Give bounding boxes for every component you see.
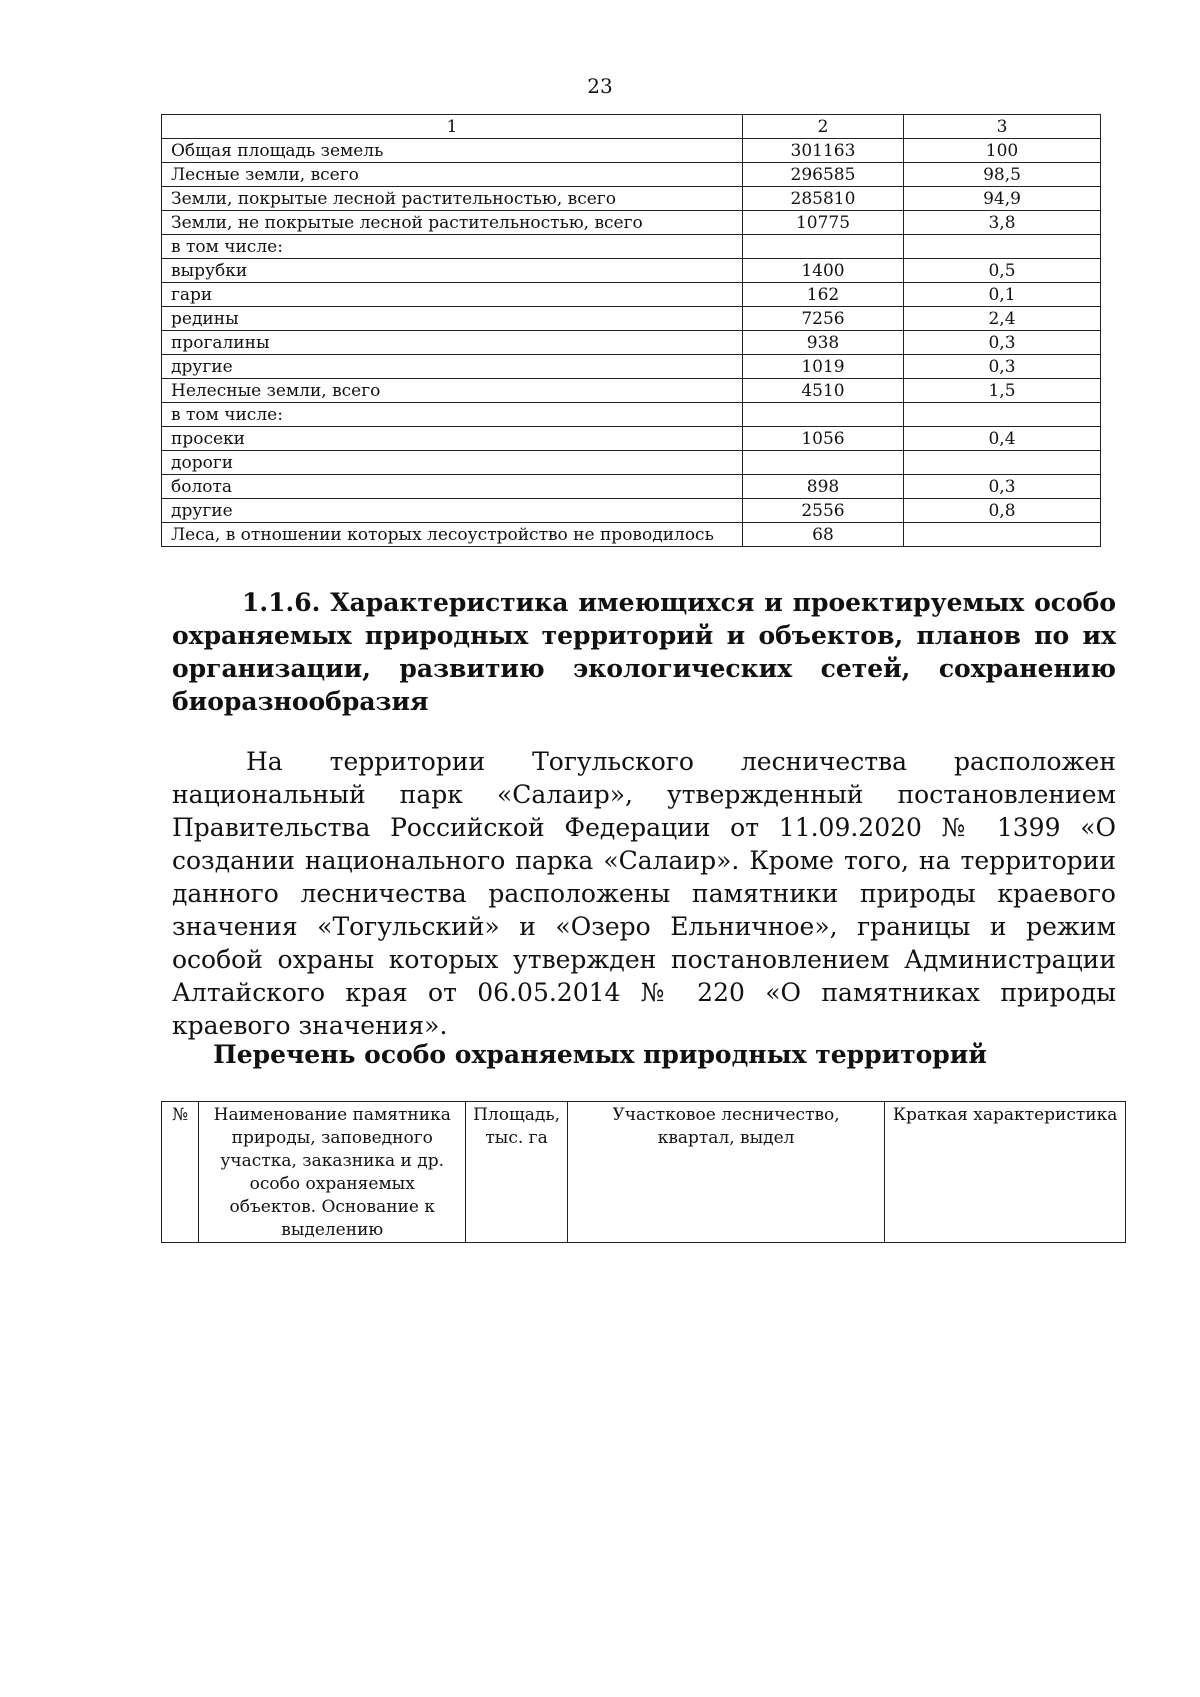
row-area-cell: 1400 (743, 259, 904, 283)
row-area-cell (743, 403, 904, 427)
row-percent-cell: 0,1 (904, 283, 1101, 307)
row-percent-cell: 0,3 (904, 355, 1101, 379)
list-title: Перечень особо охраняемых природных территорий (213, 1040, 987, 1069)
row-area-cell: 2556 (743, 499, 904, 523)
table-row (162, 331, 1101, 355)
row-percent-cell: 0,4 (904, 427, 1101, 451)
table-row (162, 259, 1101, 283)
row-percent-cell: 94,9 (904, 187, 1101, 211)
table-row (162, 499, 1101, 523)
row-percent-cell (904, 403, 1101, 427)
row-percent-cell (904, 523, 1101, 547)
table-row (162, 379, 1101, 403)
row-area-cell: 7256 (743, 307, 904, 331)
header-object-name: Наименование памятника природы, заповедного участка, заказника и др. особо охраняемых объектов. Основание к выделению (199, 1102, 466, 1243)
row-percent-cell: 0,8 (904, 499, 1101, 523)
row-percent-cell: 0,5 (904, 259, 1101, 283)
column-number-3: 3 (904, 115, 1101, 139)
land-area-table-body (162, 115, 1101, 547)
row-percent-cell: 98,5 (904, 163, 1101, 187)
table-header-row (162, 1102, 1126, 1243)
row-area-cell: 162 (743, 283, 904, 307)
table-row (162, 427, 1101, 451)
table-row (162, 307, 1101, 331)
column-number-1: 1 (162, 115, 743, 139)
row-area-cell: 1056 (743, 427, 904, 451)
column-number-2: 2 (743, 115, 904, 139)
row-area-cell: 10775 (743, 211, 904, 235)
row-percent-cell: 1,5 (904, 379, 1101, 403)
row-label-cell: Нелесные земли, всего (162, 379, 743, 403)
table-row (162, 187, 1101, 211)
header-short-description: Краткая характеристика (885, 1102, 1126, 1243)
row-label-cell: дороги (162, 451, 743, 475)
table-row (162, 235, 1101, 259)
row-label-cell: гари (162, 283, 743, 307)
row-area-cell: 4510 (743, 379, 904, 403)
section-number: 1.1.6. (242, 588, 321, 617)
row-label-cell: редины (162, 307, 743, 331)
row-label-cell: в том числе: (162, 403, 743, 427)
row-percent-cell (904, 235, 1101, 259)
table-row (162, 523, 1101, 547)
table-row (162, 475, 1101, 499)
row-area-cell: 1019 (743, 355, 904, 379)
table-row (162, 355, 1101, 379)
table-header-row (162, 115, 1101, 139)
header-area: Площадь, тыс. га (466, 1102, 568, 1243)
table-row (162, 163, 1101, 187)
row-percent-cell: 100 (904, 139, 1101, 163)
row-percent-cell (904, 451, 1101, 475)
row-percent-cell: 3,8 (904, 211, 1101, 235)
table-row (162, 139, 1101, 163)
row-area-cell: 68 (743, 523, 904, 547)
row-label-cell: Земли, не покрытые лесной растительностью, всего (162, 211, 743, 235)
row-percent-cell: 2,4 (904, 307, 1101, 331)
row-label-cell: Леса, в отношении которых лесоустройство не проводилось (162, 523, 743, 547)
header-forestry-location: Участковое лесничество, квартал, выдел (567, 1102, 884, 1243)
page-number: 23 (587, 74, 613, 98)
table-row (162, 211, 1101, 235)
row-area-cell: 898 (743, 475, 904, 499)
row-area-cell (743, 235, 904, 259)
row-label-cell: болота (162, 475, 743, 499)
row-area-cell: 301163 (743, 139, 904, 163)
row-area-cell: 285810 (743, 187, 904, 211)
row-label-cell: другие (162, 355, 743, 379)
section-title: Характеристика имеющихся и проектируемых особо охраняемых природных территорий и объектов, планов по их организации, развитию экологических сетей, сохранению биоразнообразия (172, 588, 1116, 716)
row-label-cell: в том числе: (162, 235, 743, 259)
row-percent-cell: 0,3 (904, 475, 1101, 499)
row-label-cell: Земли, покрытые лесной растительностью, всего (162, 187, 743, 211)
table-row (162, 451, 1101, 475)
row-label-cell: прогалины (162, 331, 743, 355)
row-area-cell: 296585 (743, 163, 904, 187)
row-label-cell: Лесные земли, всего (162, 163, 743, 187)
table-row (162, 403, 1101, 427)
row-label-cell: вырубки (162, 259, 743, 283)
body-paragraph: На территории Тогульского лесничества расположен национальный парк «Салаир», утвержденный постановлением Правительства Российской Федерации от 11.09.2020 № 1399 «О создании национального парка «Салаир». Кроме того, на территории данного лесничества расположены памятники природы краевого значения «Тогульский» и «Озеро Ельничное», границы и режим особой охраны которых утвержден постановлением Администрации Алтайского края от 06.05.2014 № 220 «О памятниках природы краевого значения». (172, 747, 1116, 1040)
row-area-cell: 938 (743, 331, 904, 355)
row-area-cell (743, 451, 904, 475)
header-number: № (162, 1102, 199, 1243)
row-label-cell: другие (162, 499, 743, 523)
land-area-table (161, 114, 1101, 547)
row-label-cell: Общая площадь земель (162, 139, 743, 163)
table-row (162, 283, 1101, 307)
row-percent-cell: 0,3 (904, 331, 1101, 355)
protected-areas-table (161, 1101, 1126, 1243)
section-heading (172, 586, 1116, 718)
row-label-cell: просеки (162, 427, 743, 451)
